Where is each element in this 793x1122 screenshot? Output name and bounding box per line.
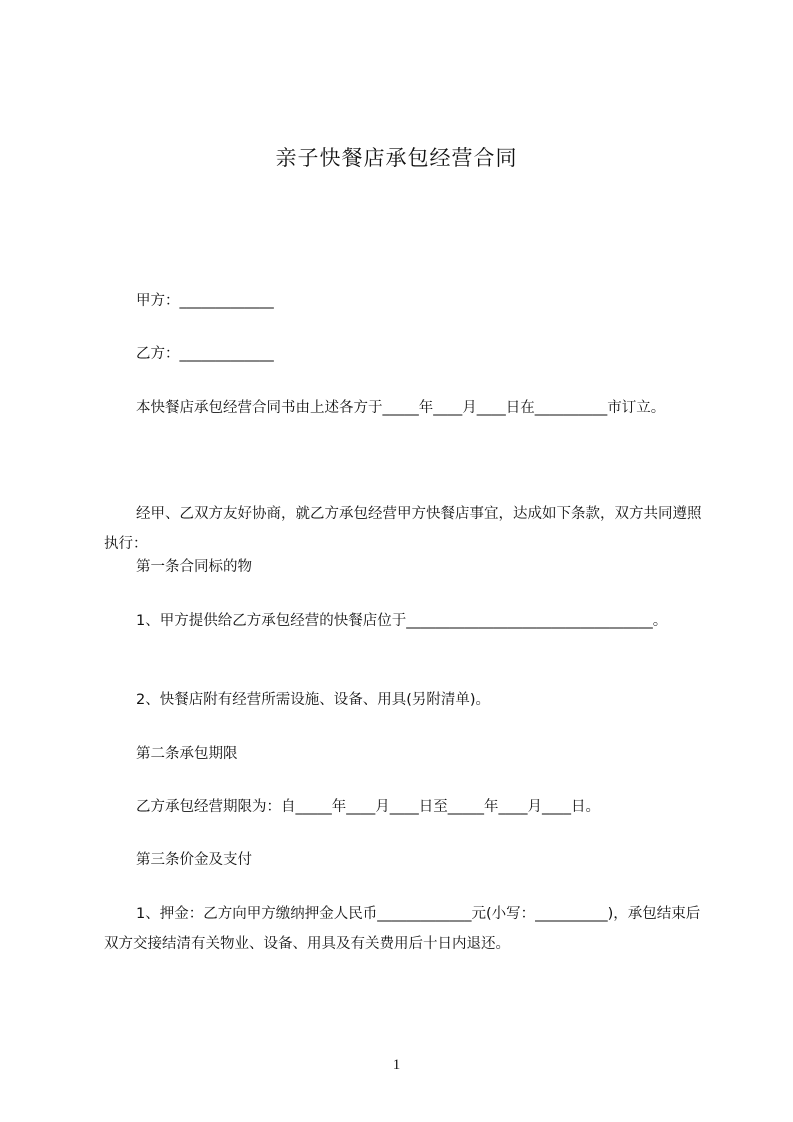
article-1-heading: 第一条合同标的物 xyxy=(136,559,252,575)
article-2-heading: 第二条承包期限 xyxy=(136,746,238,762)
party-a-line: 甲方：_____________ xyxy=(136,293,274,309)
article-1-item-2: 2、快餐店附有经营所需设施、设备、用具(另附清单)。 xyxy=(136,692,491,708)
page-number: 1 xyxy=(392,1057,401,1073)
agreement-paragraph: 经甲、乙双方友好协商，就乙方承包经营甲方快餐店事宜，达成如下条款，双方共同遵照执行： xyxy=(104,506,702,552)
intro-paragraph: 本快餐店承包经营合同书由上述各方于_____年____月____日在__________市订立。 xyxy=(136,400,666,416)
article-3-heading: 第三条价金及支付 xyxy=(136,852,252,868)
article-1-item-1: 1、甲方提供给乙方承包经营的快餐店位于__________________________________。 xyxy=(136,613,668,629)
article-3-item-1: 1、押金：乙方向甲方缴纳押金人民币_____________元(小写：__________)，承包结束后双方交接结清有关物业、设备、用具及有关费用后十日内退还。 xyxy=(104,906,701,952)
document-title: 亲子快餐店承包经营合同 xyxy=(275,146,518,170)
article-2-text: 乙方承包经营期限为：自_____年____月____日至_____年____月____日。 xyxy=(136,799,600,815)
party-b-line: 乙方：_____________ xyxy=(136,346,274,362)
